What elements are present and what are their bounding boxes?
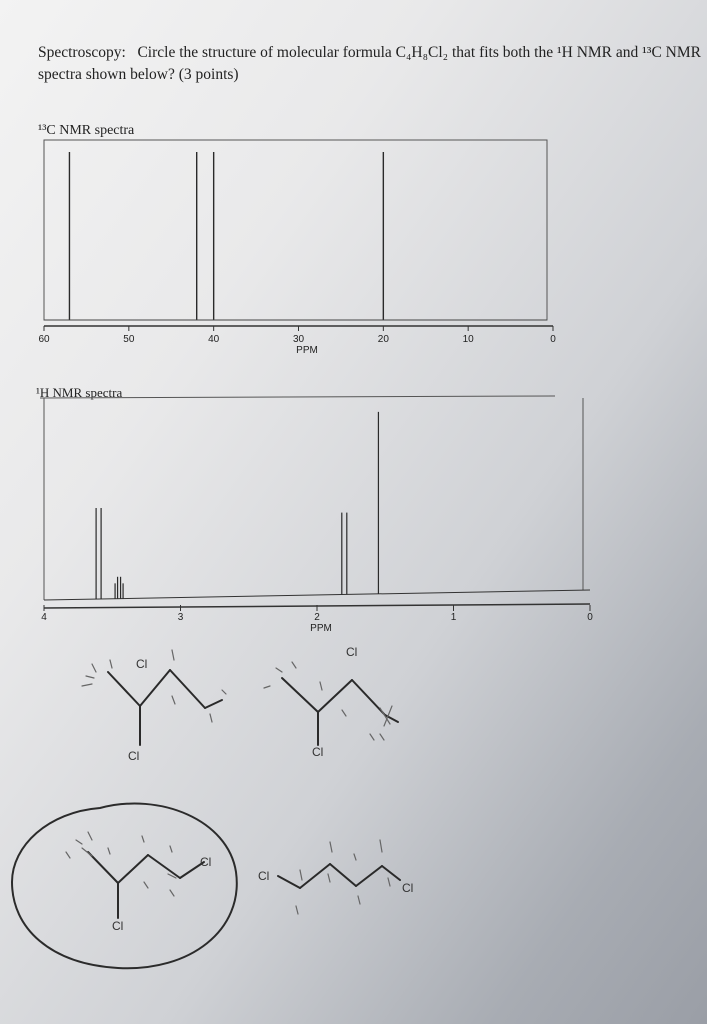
chlorine-label: Cl (312, 745, 324, 759)
question-body: Circle the structure of molecular formula C₄H₈Cl₂ that fits both the ¹H NMR and ¹³C NMR spectra shown below? (3 points) (38, 44, 701, 83)
question-label: Spectroscopy: (38, 44, 126, 61)
c13-tick-label: 0 (550, 334, 556, 345)
h1-axis-title: PPM (310, 623, 332, 634)
c13-tick-label: 10 (462, 334, 474, 345)
c13-tick-label: 40 (208, 334, 220, 345)
c13-tick-label: 20 (377, 334, 389, 345)
structure-option-1[interactable] (108, 670, 222, 745)
c13-axis-title: PPM (296, 345, 318, 356)
c13-tick-label: 50 (123, 334, 135, 345)
h1-tick-label: 0 (587, 612, 593, 623)
chlorine-label: Cl (128, 749, 140, 763)
c13-spectrum-label: ¹³C NMR spectra (38, 123, 135, 138)
h1-tick-label: 3 (177, 612, 184, 623)
c13-tick-label: 60 (38, 334, 50, 345)
chlorine-label: Cl (112, 919, 124, 933)
structure-option-4[interactable] (278, 864, 400, 888)
chlorine-label: Cl (402, 881, 414, 895)
chlorine-label: Cl (346, 645, 358, 659)
h1-tick-label: 4 (41, 612, 47, 623)
h1-tick-label: 2 (314, 612, 320, 623)
chlorine-label: Cl (200, 855, 212, 869)
c13-tick-label: 30 (292, 334, 305, 345)
chlorine-label: Cl (258, 869, 270, 883)
answer-circle (12, 804, 237, 969)
h1-spectrum-label: ¹H NMR spectra (36, 385, 123, 400)
h1-tick-label: 1 (450, 612, 457, 623)
chlorine-label: Cl (136, 657, 148, 671)
